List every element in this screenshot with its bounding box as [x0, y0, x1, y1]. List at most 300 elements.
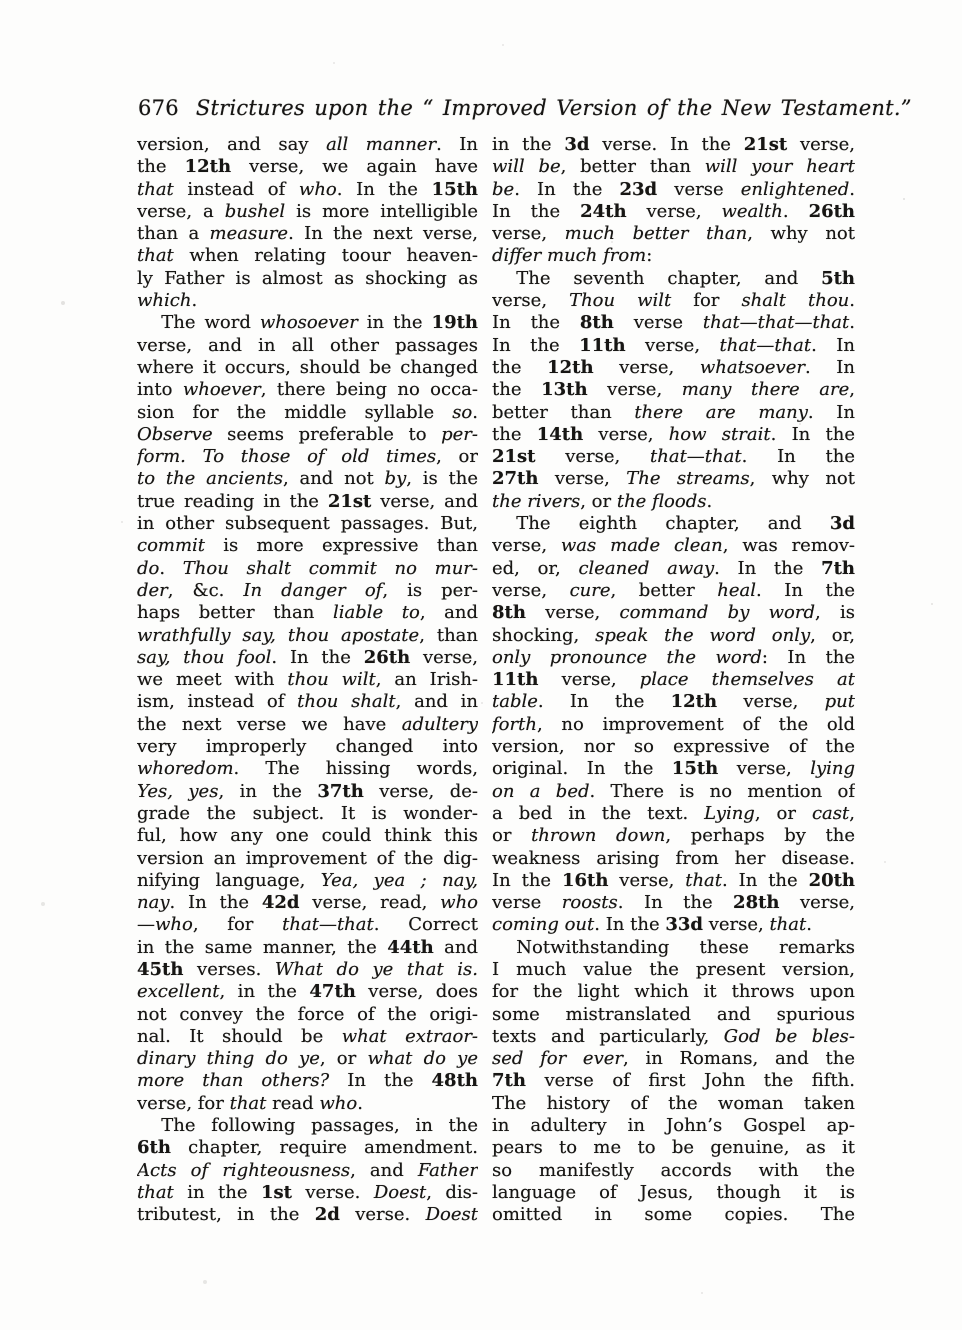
text-run: ful, how any one could think this [137, 825, 478, 847]
italic-run: cure [569, 579, 611, 601]
text-run: verse, a [137, 200, 225, 222]
text-run: verse, [717, 691, 825, 713]
text-run: for the light which it throws upon [492, 981, 855, 1003]
italic-run: lying [810, 758, 855, 780]
italic-run: commit [137, 535, 206, 557]
italic-run: that—that [650, 446, 742, 468]
italic-run: heal [717, 579, 756, 601]
text-line [137, 714, 478, 736]
text-run: so manifestly accords with the [492, 1159, 855, 1181]
text-line [492, 848, 855, 870]
number-run: 15th [671, 758, 719, 780]
text-line [492, 580, 855, 602]
italic-run: Thou wilt [569, 290, 672, 312]
text-line [137, 1160, 478, 1182]
text-run: . In the [594, 914, 666, 936]
italic-run: that [137, 178, 174, 200]
italic-run: wrathfully say, thou apostate [137, 624, 420, 646]
number-run: 5th [821, 267, 855, 289]
text-line [492, 179, 855, 201]
text-run: language of Jesus, though it is [492, 1181, 855, 1203]
text-run: verse [613, 312, 703, 334]
text-run: . In the [617, 892, 734, 914]
italic-run: Yes, yes [137, 780, 219, 802]
italic-run: sed for ever [492, 1048, 624, 1070]
text-run: the [492, 423, 537, 445]
text-line [137, 179, 478, 201]
italic-run: roosts [561, 892, 618, 914]
text-run: . In the [770, 423, 855, 445]
italic-run: Yea, yea ; nay, [320, 869, 478, 891]
text-run: — [137, 914, 155, 936]
text-run: . [782, 200, 809, 222]
italic-run: Father [417, 1159, 478, 1181]
text-run: verse, [492, 579, 570, 601]
text-run: , why not [747, 223, 855, 245]
text-run: , [849, 379, 855, 401]
text-line [492, 1026, 855, 1048]
text-line [137, 691, 478, 713]
text-line [492, 1004, 855, 1026]
text-run: . In the next verse, [288, 223, 478, 245]
text-run: , [849, 802, 855, 824]
text-run: verse, [538, 468, 627, 490]
italic-run: that [769, 914, 807, 936]
text-run: . In the [722, 869, 809, 891]
text-run: the [137, 156, 185, 178]
text-line [137, 825, 478, 847]
text-line [137, 245, 478, 267]
text-run: In the [492, 312, 580, 334]
number-run: 6th [137, 1137, 171, 1159]
italic-run: form. [137, 446, 186, 468]
text-line [492, 1048, 855, 1070]
text-run: , better [610, 579, 718, 601]
text-run: shocking, [492, 624, 596, 646]
text-run: , there being no occa- [260, 379, 478, 401]
text-run: . [472, 401, 478, 423]
text-line [492, 714, 855, 736]
italic-run: cast [811, 802, 850, 824]
text-run: instead of [173, 178, 299, 200]
text-run: , and not [282, 468, 385, 490]
text-run: tributest, in the [137, 1204, 315, 1226]
number-run: 21st [492, 446, 536, 468]
text-run: , and [350, 1159, 418, 1181]
text-run: verse, and [371, 490, 478, 512]
text-line [137, 446, 478, 468]
text-run: is more expressive than [205, 535, 478, 557]
text-run: verse of first John the fifth. [525, 1070, 855, 1092]
text-run: than a [137, 223, 210, 245]
text-run: The following passages, in the [161, 1115, 478, 1137]
italic-run: measure [209, 223, 289, 245]
italic-run: by [384, 468, 407, 490]
text-line [137, 468, 478, 490]
text-run: nal. It should be [137, 1025, 342, 1047]
number-run: 20th [808, 869, 855, 891]
text-run: In the [492, 334, 580, 356]
text-run: verse, [626, 200, 722, 222]
text-line [492, 1070, 855, 1092]
text-run: . In [436, 134, 478, 155]
text-line [137, 1093, 478, 1115]
text-run: . In the [537, 691, 671, 713]
italic-run: much better than [564, 223, 748, 245]
italic-run: What do ye that is. [274, 958, 478, 980]
italic-run: the rivers [492, 490, 581, 512]
italic-run: that—that [282, 914, 374, 936]
number-run: 8th [492, 602, 526, 624]
text-line [492, 1204, 855, 1226]
text-run: verse, [410, 646, 478, 668]
italic-run: wealth [721, 200, 783, 222]
text-run: , and in [395, 691, 478, 713]
italic-run: that—that [719, 334, 812, 356]
italic-run: place themselves at [639, 669, 855, 691]
italic-run: will be [492, 156, 561, 178]
italic-run: excellent [137, 981, 220, 1003]
italic-run: differ much from [492, 245, 647, 267]
text-line [137, 669, 478, 691]
italic-run: whoredom [137, 758, 234, 780]
number-run: 45th [137, 958, 184, 980]
italic-run: who [440, 892, 478, 914]
text-run: ism, instead of [137, 691, 298, 713]
italic-run: that [137, 1181, 174, 1203]
text-run: into [137, 379, 183, 401]
page-number: 676 [138, 96, 179, 120]
italic-run: thou shalt [297, 691, 396, 713]
number-run: 1st [260, 1181, 292, 1203]
text-run: . The hissing words, [233, 758, 478, 780]
text-line [137, 1137, 478, 1159]
text-run: . There is no mention of [589, 780, 855, 802]
text-run: , and [419, 602, 478, 624]
text-run: verse, and in all other passages [137, 334, 478, 356]
italic-run: many there are [681, 379, 850, 401]
italic-run: speak the word only [595, 624, 811, 646]
text-run: , an Irish- [375, 669, 478, 691]
text-run: verse, for [137, 1092, 230, 1114]
text-line [492, 156, 855, 178]
text-run: a bed in the text. [492, 802, 705, 824]
text-run: In the [329, 1070, 432, 1092]
text-run: in adultery in John’s Gospel ap- [492, 1115, 855, 1137]
text-line [492, 1137, 855, 1159]
italic-run: Observe [137, 423, 213, 445]
text-run: sion for the middle syllable [137, 401, 453, 423]
italic-run: The streams [626, 468, 750, 490]
text-run: Notwithstanding these remarks [516, 936, 855, 958]
text-line [137, 1048, 478, 1070]
number-run: 12th [184, 156, 232, 178]
text-run: verse, [593, 356, 700, 378]
text-line [137, 1026, 478, 1048]
text-run: some mistranslated and spurious [492, 1003, 855, 1025]
text-run: . [849, 290, 855, 312]
text-line [137, 357, 478, 379]
text-line [492, 245, 855, 267]
text-line [137, 1182, 478, 1204]
text-run: , perhaps by the [665, 825, 855, 847]
text-run: nifying language, [137, 869, 321, 891]
text-line [137, 892, 478, 914]
text-run: chapter, require amendment. [170, 1137, 478, 1159]
text-line [137, 803, 478, 825]
text-run: in the [357, 312, 432, 334]
text-run: seems preferable to [212, 423, 442, 445]
text-run: in the [492, 134, 565, 155]
text-line [492, 424, 855, 446]
text-line [137, 937, 478, 959]
running-title: Strictures upon the “ Improved Version of the New Testament.” [195, 96, 912, 120]
text-run: In the [492, 869, 562, 891]
text-line [137, 268, 478, 290]
text-line [492, 379, 855, 401]
text-run: . In [811, 334, 855, 356]
text-run: omitted in some copies. The [492, 1204, 855, 1226]
italic-run: on a bed [492, 780, 590, 802]
text-line [137, 558, 478, 580]
text-line [492, 870, 855, 892]
text-run: very improperly changed into [137, 736, 478, 758]
italic-run: table [492, 691, 538, 713]
text-run: : [646, 245, 653, 267]
text-run: . In the [714, 557, 822, 579]
number-run: 23d [619, 178, 658, 200]
number-run: 13th [541, 379, 588, 401]
text-run: . [159, 557, 183, 579]
text-line [492, 357, 855, 379]
text-line [137, 223, 478, 245]
text-line [492, 201, 855, 223]
number-run: 8th [579, 312, 614, 334]
text-line [137, 781, 478, 803]
text-line [492, 625, 855, 647]
text-run: . In the [741, 446, 855, 468]
italic-run: was made clean [560, 535, 723, 557]
text-line [492, 491, 855, 513]
text-line [492, 513, 855, 535]
number-run: 33d [665, 914, 703, 936]
italic-run: forth [492, 713, 537, 735]
text-run: . [706, 490, 713, 512]
text-run: verse, [492, 535, 561, 557]
text-line [492, 781, 855, 803]
text-run: I much value the present version, [492, 958, 855, 980]
text-line [492, 602, 855, 624]
italic-run: will your heart [704, 156, 855, 178]
text-run: . Correct [373, 914, 478, 936]
text-run: , in the [218, 780, 318, 802]
text-line [137, 914, 478, 936]
text-run: , in the [219, 981, 310, 1003]
italic-run: enlightened [740, 178, 850, 200]
italic-run: shalt thou [741, 290, 850, 312]
text-run: true reading in the [137, 490, 328, 512]
text-line [137, 1004, 478, 1026]
text-run: verse, [787, 134, 855, 155]
italic-run: liable to [332, 602, 420, 624]
italic-run: that [685, 869, 723, 891]
text-line [137, 513, 478, 535]
italic-run: be [492, 178, 515, 200]
number-run: 3d [564, 134, 590, 155]
text-line [137, 424, 478, 446]
italic-run: Doest [373, 1181, 427, 1203]
text-run: verse, de- [363, 780, 478, 802]
number-run: 7th [821, 557, 855, 579]
text-run: , or, [810, 624, 855, 646]
italic-run: whatsoever [699, 356, 805, 378]
text-run: , better than [560, 156, 705, 178]
number-run: 11th [492, 669, 539, 691]
number-run: 21st [327, 490, 372, 512]
text-run: or [492, 825, 532, 847]
text-run: we meet with [137, 669, 288, 691]
text-run: version an improvement of the dig- [137, 847, 478, 869]
number-run: 12th [670, 691, 718, 713]
text-line [137, 290, 478, 312]
text-run: In the [492, 200, 581, 222]
number-run: 37th [317, 780, 364, 802]
text-run: , is [815, 602, 855, 624]
text-run: verse, [492, 223, 565, 245]
text-line [492, 825, 855, 847]
text-run: verse, [587, 379, 682, 401]
number-run: 2d [314, 1204, 340, 1226]
number-run: 7th [492, 1070, 526, 1092]
italic-run: say, thou fool [137, 646, 272, 668]
italic-run: all manner [326, 134, 437, 155]
text-line [137, 156, 478, 178]
text-run: . In the [514, 178, 620, 200]
italic-run: do [137, 557, 160, 579]
text-line [492, 468, 855, 490]
text-run [186, 446, 203, 467]
text-run: , or [436, 446, 478, 468]
text-run: , or [319, 1048, 368, 1070]
number-run: 47th [309, 981, 356, 1003]
text-run: verse. [339, 1204, 426, 1226]
text-run: in the [173, 1181, 261, 1203]
text-run: verse. [291, 1181, 374, 1203]
text-line [492, 312, 855, 334]
text-run: . [191, 290, 198, 312]
text-run: grade the subject. It is wonder- [137, 802, 478, 824]
text-run: , is the [406, 468, 478, 490]
text-line [492, 914, 855, 936]
italic-run: put [824, 691, 855, 713]
text-columns [137, 134, 855, 1227]
italic-run: only pronounce the word [492, 646, 762, 668]
text-run: , &c. [167, 579, 244, 601]
text-line [137, 1115, 478, 1137]
text-run: version, nor so expressive of the [492, 736, 855, 758]
text-line [492, 223, 855, 245]
text-run: , or [580, 490, 617, 512]
text-run: , dis- [426, 1181, 478, 1203]
text-run: better than [492, 401, 635, 423]
italic-run: Doest [425, 1204, 478, 1226]
text-run: verse, [538, 669, 640, 691]
text-run: The eighth chapter, and [516, 513, 830, 535]
scan-noise [0, 0, 2, 2]
text-run: ed, or, [492, 557, 579, 579]
text-run: , in Romans, and the [623, 1048, 855, 1070]
italic-run: adultery [401, 713, 478, 735]
italic-run: how strait [668, 423, 771, 445]
text-line [492, 691, 855, 713]
text-line [492, 535, 855, 557]
text-line [492, 892, 855, 914]
italic-run: coming out [492, 914, 595, 936]
text-line [137, 335, 478, 357]
text-run: verse. In the [589, 134, 744, 155]
number-run: 14th [536, 423, 584, 445]
italic-run: God be bles- [723, 1025, 855, 1047]
text-line [492, 1093, 855, 1115]
text-line [137, 312, 478, 334]
italic-run: there are many [634, 401, 808, 423]
text-run: in the same manner, the [137, 936, 388, 958]
text-line [137, 981, 478, 1003]
italic-run: what do ye [367, 1048, 478, 1070]
italic-run: that [137, 245, 174, 267]
text-line [137, 870, 478, 892]
text-run: The history of the woman taken [492, 1092, 855, 1114]
text-run: texts and particularly, [492, 1025, 724, 1047]
text-run: verses. [183, 958, 275, 980]
text-line [137, 1070, 478, 1092]
italic-run: der [137, 579, 168, 601]
text-run: . In the [336, 178, 432, 200]
text-line [492, 803, 855, 825]
italic-run: thou wilt [287, 669, 376, 691]
italic-run: nay [137, 892, 170, 914]
text-run: verse, [702, 914, 770, 936]
text-line [492, 446, 855, 468]
text-line [492, 558, 855, 580]
text-run: original. In the [492, 758, 672, 780]
text-line [137, 758, 478, 780]
number-run: 26th [363, 646, 411, 668]
text-run: verse, [492, 290, 570, 312]
text-run: . [806, 914, 812, 936]
italic-run: thrown down [531, 825, 666, 847]
text-line [492, 290, 855, 312]
italic-run: In danger of [243, 579, 383, 601]
text-run: The word [161, 312, 260, 334]
text-run: verse [492, 892, 562, 914]
italic-run: To those of old times [202, 446, 437, 468]
text-run: , why not [749, 468, 855, 490]
column-left [137, 134, 478, 1227]
text-run: not convey the force of the origi- [137, 1003, 478, 1025]
text-run: , or [754, 802, 812, 824]
text-line [492, 959, 855, 981]
text-run: the [492, 379, 542, 401]
column-right [492, 134, 855, 1227]
text-run: and [433, 936, 478, 958]
number-run: 19th [431, 312, 478, 334]
text-run: , than [419, 624, 478, 646]
italic-run: bushel [224, 200, 286, 222]
text-run: . [849, 178, 855, 200]
text-line [137, 625, 478, 647]
italic-run: dinary thing do ye [137, 1048, 320, 1070]
